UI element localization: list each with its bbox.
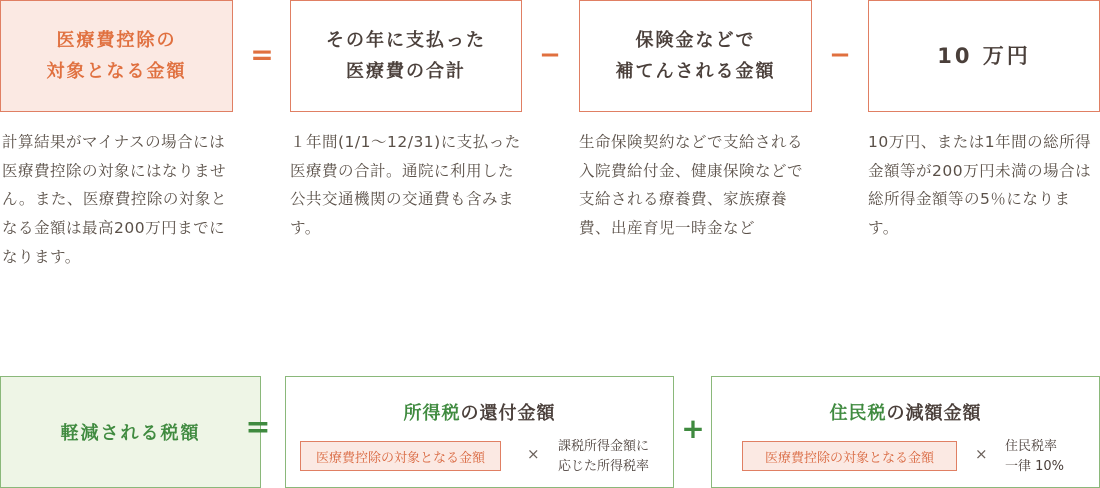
minus-sign: −	[829, 40, 851, 70]
income-tax-refund-box	[285, 376, 674, 488]
term3-description: 10万円、または1年間の総所得金額等が200万円未満の場合は総所得金額等の5％になります。	[868, 133, 1092, 238]
box-line-2: 医療費の合計	[346, 61, 466, 82]
multiply-sign: ×	[975, 445, 988, 463]
deduction-amount-chip: 医療費控除の対象となる金額	[300, 441, 501, 471]
minus-sign: −	[539, 40, 561, 70]
deduction-amount-chip: 医療費控除の対象となる金額	[742, 441, 957, 471]
box-line-1: 医療費控除の	[56, 29, 177, 51]
title-rest: の還付金額	[460, 403, 556, 424]
box-label: 軽減される税額	[60, 423, 201, 444]
note-line-1: 住民税率	[1005, 439, 1058, 454]
income-tax-rate-note	[558, 437, 649, 477]
medical-deduction-amount-box	[0, 0, 233, 112]
insurance-reimbursement-box	[579, 0, 812, 112]
result-description: 計算結果がマイナスの場合には医療費控除の対象にはなりません。また、医療費控除の対象となる金額は最高200万円までになります。	[2, 133, 227, 266]
hundred-thousand-yen-box	[868, 0, 1100, 112]
box-line-1: 10 万円	[937, 43, 1031, 68]
resident-tax-rate-note	[1005, 437, 1064, 477]
equals-sign: =	[245, 410, 271, 445]
reduced-tax-amount-box	[0, 376, 261, 488]
resident-tax-reduction-box	[711, 376, 1100, 488]
total-medical-expenses-box	[290, 0, 522, 112]
note-line-2: 一律 10%	[1005, 459, 1065, 475]
box-line-1: その年に支払った	[326, 29, 486, 51]
box-line-2: 補てんされる金額	[615, 61, 776, 82]
note-line-2: 応じた所得税率	[558, 459, 650, 475]
title-rest: の減額金額	[886, 403, 982, 424]
resident-tax-title	[712, 399, 1099, 425]
term1-description: １年間(1/1〜12/31)に支払った医療費の合計。通院に利用した公共交通機関の交通費も含みます。	[290, 133, 521, 238]
multiply-sign: ×	[527, 445, 540, 463]
title-accent: 住民税	[829, 403, 887, 424]
title-accent: 所得税	[403, 403, 461, 424]
box-line-2: 対象となる金額	[46, 61, 187, 82]
plus-sign: +	[681, 412, 705, 445]
box-line-1: 保険金などで	[635, 29, 756, 51]
note-line-1: 課税所得金額に	[558, 439, 650, 454]
equals-sign: =	[250, 38, 274, 71]
income-tax-title	[286, 399, 673, 425]
term2-description: 生命保険契約などで支給される入院費給付金、健康保険などで支給される療養費、家族療養費、出産育児一時金など	[579, 133, 804, 238]
